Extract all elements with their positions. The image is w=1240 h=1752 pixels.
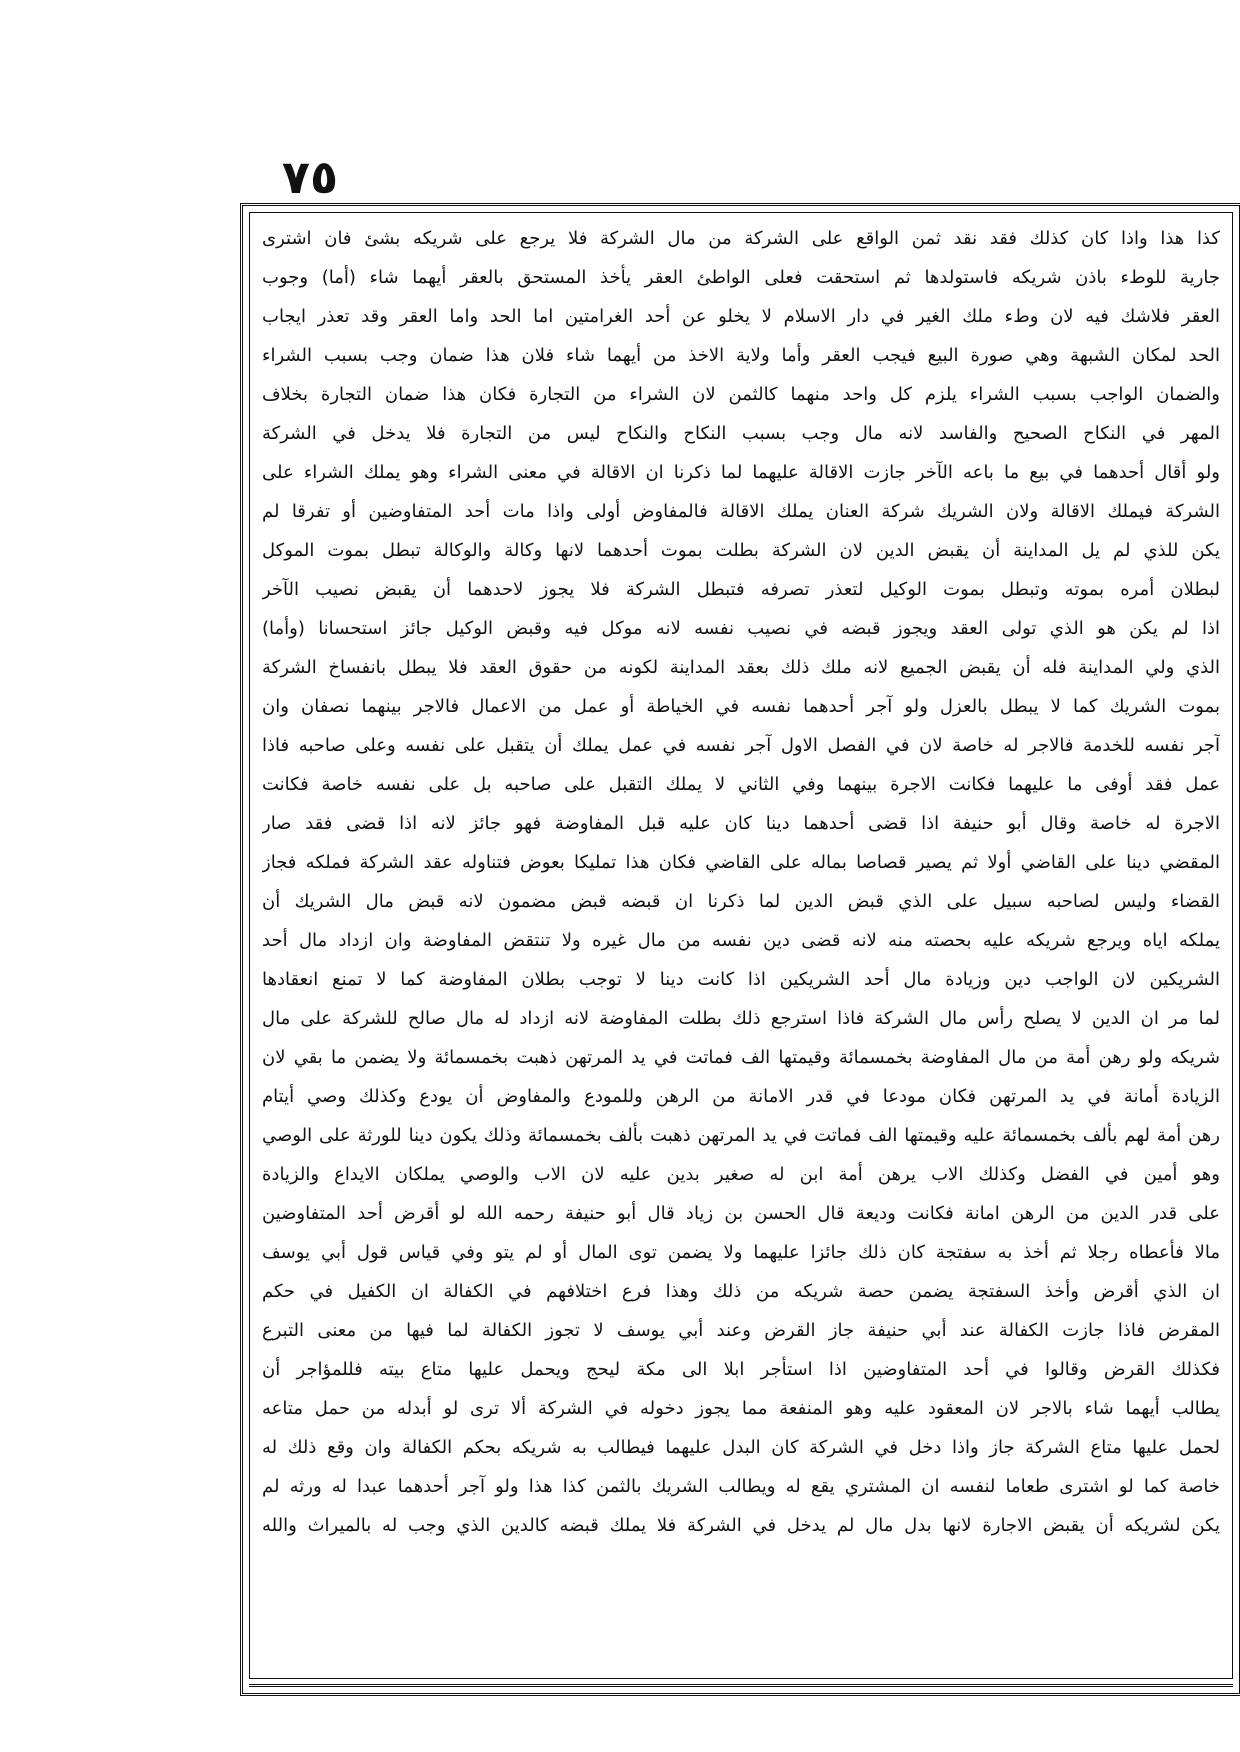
text-line: كذا هذا واذا كان كذلك فقد نقد ثمن الواقع على الشركة من مال الشركة فلا يرجع على شريكه بشئ فان اشترى bbox=[262, 228, 1220, 249]
text-line: مالا فأعطاه رجلا ثم أخذ به سفتجة كان ذلك جائزا عليهما ولا يضمن توى المال أو لم يتو وفي قياس قول أبي يوسف bbox=[262, 1242, 1220, 1263]
text-line: الشركة فيملك الاقالة ولان الشريك شركة العنان يملك الاقالة فالمفاوض أولى واذا مات أحد المتفاوضين أو تفرقا لم bbox=[262, 501, 1220, 522]
text-line: الحد لمكان الشبهة وهي صورة البيع فيجب العقر وأما ولاية الاخذ من أيهما شاء فلان هذا ضمان وجب بسبب الشراء bbox=[262, 345, 1220, 366]
text-line: المهر في النكاح الصحيح والفاسد لانه مال وجب بسبب النكاح والنكاح ليس من التجارة فلا يدخل في الشركة bbox=[262, 423, 1220, 444]
text-line: المقرض فاذا جازت الكفالة عند أبي حنيفة جاز القرض وعند أبي يوسف لا تجوز الكفالة لما فيها من معنى التبرع bbox=[262, 1320, 1220, 1341]
text-line: رهن أمة لهم بألف بخمسمائة عليه وقيمتها الف فماتت في يد المرتهن ذهبت بألف بخمسمائة وذلك يكون دينا للورثة على الوصي bbox=[262, 1125, 1220, 1146]
text-line: الشريكين لان الواجب دين وزيادة مال أحد الشريكين اذا كانت دينا لا توجب بطلان المفاوضة كما لا تمنع انعقادها bbox=[262, 969, 1220, 990]
text-line: والضمان الواجب بسبب الشراء يلزم كل واحد منهما كالثمن لان الشراء من التجارة فكان هذا ضمان التجارة بخلاف bbox=[262, 384, 1220, 405]
text-line: يكن لشريكه أن يقبض الاجارة لانها بدل مال لم يدخل في الشركة فلا يملك قبضه كالدين الذي وجب له بالميراث والله bbox=[262, 1515, 1220, 1536]
text-line: وهو أمين في الفضل وكذلك الاب يرهن أمة ابن له صغير بدين عليه لان الاب والوصي يملكان الايداع والزيادة bbox=[262, 1164, 1220, 1185]
text-line: لما مر ان الدين لا يصلح رأس مال الشركة فاذا استرجع ذلك بطلت المفاوضة لانه ازداد له مال صالح للشركة على مال bbox=[262, 1008, 1220, 1029]
text-line: شريكه ولو رهن أمة من مال المفاوضة بخمسمائة وقيمتها الف فماتت في يد المرتهن ذهبت بخمسمائة ولا يضمن ما بقي لان bbox=[262, 1047, 1220, 1068]
text-line: العقر فلاشك فيه لان وطء ملك الغير في دار الاسلام لا يخلو عن أحد الغرامتين اما الحد واما العقر وقد تعذر ايجاب bbox=[262, 306, 1220, 327]
text-body bbox=[249, 212, 1233, 1679]
text-line: على قدر الدين من الرهن امانة فكانت وديعة قال الحسن بن زياد قال أبو حنيفة رحمه الله لو أقرض أحد المتفاوضين bbox=[262, 1203, 1220, 1224]
text-line: الذي ولي المداينة فله أن يقبض الجميع لانه ملك ذلك بعقد المداينة لكونه من حقوق العقد فلا يبطل بانفساخ الشركة bbox=[262, 657, 1220, 678]
text-line: الاجرة له خاصة وقال أبو حنيفة اذا قضى أحدهما دينا كان عليه قبل المفاوضة فهو جائز لانه اذا قضى فقد صار bbox=[262, 813, 1220, 834]
text-lines bbox=[262, 219, 1220, 1545]
text-line: ولو أقال أحدهما في بيع ما باعه الآخر جازت الاقالة عليهما لما ذكرنا ان الاقالة في معنى الشراء وهو يملك الشراء على bbox=[262, 462, 1220, 483]
text-line: الزيادة أمانة في يد المرتهن فكان مودعا في قدر الامانة من الرهن وللمودع والمفاوض أن يودع وكذلك وصي أيتام bbox=[262, 1086, 1220, 1107]
text-line: خاصة كما لو اشترى طعاما لنفسه ان المشتري يقع له ويطالب الشريك بالثمن كذا هذا ولو آجر أحدهما عبدا له ورثه لم bbox=[262, 1476, 1220, 1497]
text-line: ان الذي أقرض وأخذ السفتجة يضمن حصة شريكه من ذلك وهذا فرع اختلافهم في الكفالة ان الكفيل في حكم bbox=[262, 1281, 1220, 1302]
text-frame bbox=[240, 203, 1240, 1696]
text-line: جارية للوطء باذن شريكه فاستولدها ثم استحقت فعلى الواطئ العقر يأخذ المستحق بالعقر أيهما شاء (أما) وجوب bbox=[262, 267, 1220, 288]
text-line: اذا لم يكن هو الذي تولى العقد ويجوز قبضه في نصيب نفسه لانه موكل فيه وقبض الوكيل جائز استحسانا (وأما) bbox=[262, 618, 1220, 639]
text-line: يطالب أيهما شاء بالاجر لان المعقود عليه وهو المنفعة مما يجوز دخوله في الشركة ألا ترى لو أبدله من حمل متاعه bbox=[262, 1398, 1220, 1419]
text-line: القضاء وليس لصاحبه سبيل على الذي قبض الدين لما ذكرنا ان قبضه قبض مضمون لانه قبض مال الشريك أن bbox=[262, 891, 1220, 912]
text-line: عمل فقد أوفى ما عليهما فكانت الاجرة بينهما وفي الثاني لا يملك التقبل على صاحبه بل على نفسه خاصة فكانت bbox=[262, 774, 1220, 795]
text-line: المقضي دينا على القاضي أولا ثم يصير قصاصا بماله على القاضي فكان هذا تمليكا بعوض فتناوله عقد الشركة فملكه فجاز bbox=[262, 852, 1220, 873]
text-line: لبطلان أمره بموته وتبطل بموت الوكيل لتعذر تصرفه فتبطل الشركة فلا يجوز لاحدهما أن يقبض نصيب الآخر bbox=[262, 579, 1220, 600]
page-number: ٧٥ bbox=[281, 150, 339, 204]
text-line: بموت الشريك كما لا يبطل بالعزل ولو آجر أحدهما نفسه في الخياطة أو عمل من الاعمال فالاجر بينهما نصفان وان bbox=[262, 696, 1220, 717]
text-line: آجر نفسه للخدمة فالاجر له خاصة لان في الفصل الاول آجر نفسه في عمل يملك أن يتقبل على نفسه وعلى صاحبه فاذا bbox=[262, 735, 1220, 756]
text-line: يكن للذي لم يل المداينة أن يقبض الدين لان الشركة بطلت بموت أحدهما لانها وكالة والوكالة تبطل بموت الموكل bbox=[262, 540, 1220, 561]
text-line: لحمل عليها متاع الشركة جاز واذا دخل في الشركة كان البدل عليهما فيطالب به شريكه بحكم الكفالة وان وقع ذلك له bbox=[262, 1437, 1220, 1458]
bottom-rule bbox=[249, 1684, 1233, 1687]
text-line: يملكه اياه ويرجع شريكه عليه بحصته منه لانه قضى دين نفسه من مال غيره ولا تنتقض المفاوضة وان ازداد مال أحد bbox=[262, 930, 1220, 951]
text-line: فكذلك القرض وقالوا في أحد المتفاوضين اذا استأجر ابلا الى مكة ليحج ويحمل عليها متاع بيته فللمؤاجر أن bbox=[262, 1359, 1220, 1380]
